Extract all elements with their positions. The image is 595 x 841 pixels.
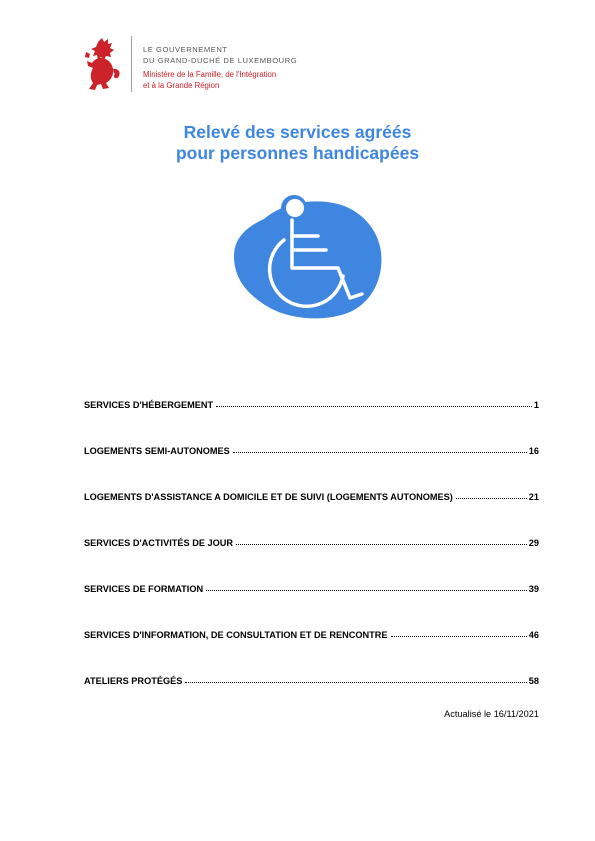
toc-leader-dots xyxy=(236,544,527,545)
toc-entry-page: 1 xyxy=(533,400,539,410)
government-header xyxy=(84,36,344,98)
toc-leader-dots xyxy=(456,498,527,499)
document-title xyxy=(0,122,595,164)
toc-entry[interactable] xyxy=(84,672,539,686)
ministry-name xyxy=(143,70,276,91)
red-lion-icon xyxy=(84,38,124,92)
toc-entry[interactable] xyxy=(84,580,539,594)
ministry-line-2: et à la Grande Région xyxy=(143,80,220,90)
toc-entry-label: SERVICES D'INFORMATION, DE CONSULTATION ET DE RENCONTRE xyxy=(84,630,388,640)
toc-leader-dots xyxy=(216,406,532,407)
gov-line-2: DU GRAND-DUCHÉ DE LUXEMBOURG xyxy=(143,55,298,65)
toc-entry-page: 58 xyxy=(528,676,539,686)
header-divider xyxy=(131,36,132,92)
toc-entry-page: 46 xyxy=(528,630,539,640)
toc-entry-label: ATELIERS PROTÉGÉS xyxy=(84,676,183,686)
toc-entry-label: SERVICES D'ACTIVITÉS DE JOUR xyxy=(84,538,234,548)
toc-entry[interactable] xyxy=(84,488,539,502)
toc-entry[interactable] xyxy=(84,534,539,548)
toc-leader-dots xyxy=(206,590,527,591)
toc-leader-dots xyxy=(391,636,527,637)
toc-entry[interactable] xyxy=(84,442,539,456)
gov-line-1: LE GOUVERNEMENT xyxy=(143,45,228,54)
toc-entry-page: 39 xyxy=(528,584,539,594)
title-line-1: Relevé des services agréés xyxy=(183,122,412,142)
toc-entry-page: 16 xyxy=(528,446,539,456)
toc-entry[interactable] xyxy=(84,396,539,410)
toc-entry-page: 21 xyxy=(528,492,539,502)
toc-leader-dots xyxy=(185,682,526,683)
wheelchair-icon xyxy=(226,194,382,322)
toc-entry[interactable] xyxy=(84,626,539,640)
title-line-2: pour personnes handicapées xyxy=(175,143,420,163)
toc-entry-label: LOGEMENTS SEMI-AUTONOMES xyxy=(84,446,230,456)
government-name xyxy=(143,45,297,66)
toc-leader-dots xyxy=(233,452,527,453)
toc-entry-label: SERVICES DE FORMATION xyxy=(84,584,204,594)
toc-entry-page: 29 xyxy=(528,538,539,548)
toc-entry-label: LOGEMENTS D'ASSISTANCE A DOMICILE ET DE SUIVI (LOGEMENTS AUTONOMES) xyxy=(84,492,453,502)
toc-entry-label: SERVICES D'HÉBERGEMENT xyxy=(84,400,214,410)
ministry-line-1: Ministère de la Famille, de l'Intégration xyxy=(143,70,277,79)
update-date: Actualisé le 16/11/2021 xyxy=(444,709,539,719)
